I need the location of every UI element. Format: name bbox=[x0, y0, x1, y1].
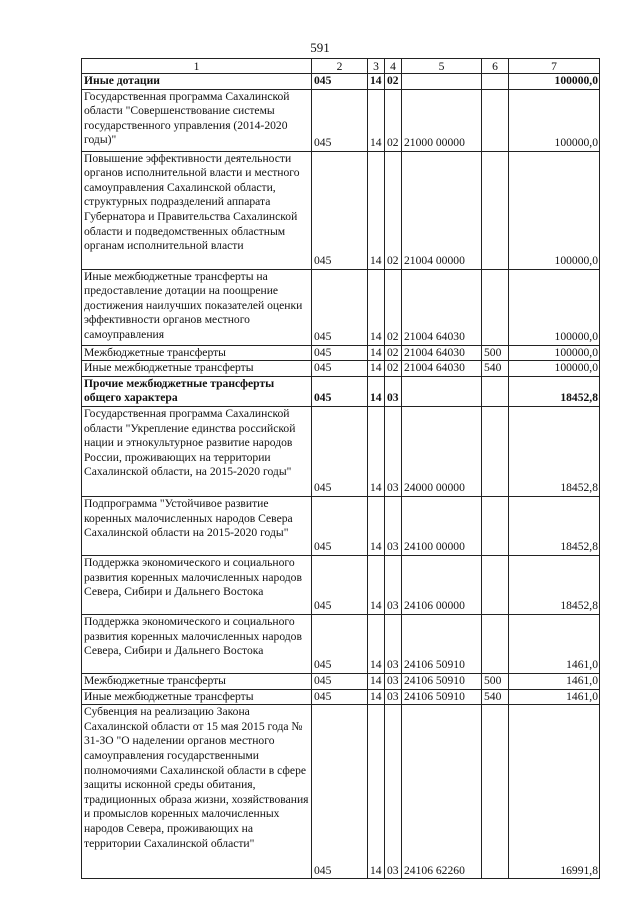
row-c5-cell bbox=[402, 74, 482, 90]
row-c3-cell: 14 bbox=[368, 673, 385, 689]
row-c3-cell: 14 bbox=[368, 689, 385, 705]
row-c2-cell: 045 bbox=[312, 269, 368, 345]
row-c3-cell: 14 bbox=[368, 269, 385, 345]
row-c3-cell: 14 bbox=[368, 496, 385, 555]
table-row bbox=[82, 673, 600, 689]
row-name-cell: Иные межбюджетные трансферты на предоставление дотации на поощрение достижения наилучших показателей оценки эффективности органов местного самоуправления bbox=[82, 269, 312, 345]
row-name-cell: Прочие межбюджетные трансферты общего характера bbox=[82, 376, 312, 406]
row-name-cell: Иные межбюджетные трансферты bbox=[82, 689, 312, 705]
row-c2-cell: 045 bbox=[312, 689, 368, 705]
row-c4-cell: 03 bbox=[385, 673, 402, 689]
row-c7-cell: 100000,0 bbox=[509, 151, 600, 269]
row-c2-cell: 045 bbox=[312, 376, 368, 406]
row-name-cell: Подпрограмма "Устойчивое развитие коренных малочисленных народов Севера Сахалинской области на 2015-2020 годы" bbox=[82, 496, 312, 555]
row-c3-cell: 14 bbox=[368, 376, 385, 406]
header-cell: 3 bbox=[368, 59, 385, 74]
budget-table-body bbox=[82, 59, 600, 879]
row-c7-cell: 1461,0 bbox=[509, 614, 600, 673]
row-c2-cell: 045 bbox=[312, 673, 368, 689]
row-c5-cell: 24106 00000 bbox=[402, 555, 482, 614]
row-c4-cell: 03 bbox=[385, 496, 402, 555]
row-c2-cell: 045 bbox=[312, 345, 368, 361]
row-c3-cell: 14 bbox=[368, 89, 385, 151]
row-c5-cell bbox=[402, 376, 482, 406]
row-c7-cell: 18452,8 bbox=[509, 376, 600, 406]
table-row bbox=[82, 361, 600, 377]
row-c6-cell bbox=[482, 406, 509, 496]
table-row bbox=[82, 689, 600, 705]
table-row bbox=[82, 705, 600, 879]
row-c4-cell: 02 bbox=[385, 345, 402, 361]
header-cell: 4 bbox=[385, 59, 402, 74]
row-c3-cell: 14 bbox=[368, 705, 385, 879]
row-name-cell: Государственная программа Сахалинской области "Совершенствование системы государственного управления (2014-2020 годы)" bbox=[82, 89, 312, 151]
row-c6-cell: 540 bbox=[482, 689, 509, 705]
row-c4-cell: 03 bbox=[385, 376, 402, 406]
table-row bbox=[82, 406, 600, 496]
table-row bbox=[82, 376, 600, 406]
row-name-cell: Поддержка экономического и социального развития коренных малочисленных народов Севера, Сибири и Дальнего Востока bbox=[82, 614, 312, 673]
header-cell: 5 bbox=[402, 59, 482, 74]
row-c7-cell: 16991,8 bbox=[509, 705, 600, 879]
table-header-row bbox=[82, 59, 600, 74]
row-c5-cell: 24106 62260 bbox=[402, 705, 482, 879]
table-row bbox=[82, 345, 600, 361]
row-name-cell: Межбюджетные трансферты bbox=[82, 345, 312, 361]
row-c3-cell: 14 bbox=[368, 151, 385, 269]
page-number: 591 bbox=[310, 40, 330, 55]
row-c2-cell: 045 bbox=[312, 496, 368, 555]
row-c2-cell: 045 bbox=[312, 614, 368, 673]
row-c7-cell: 100000,0 bbox=[509, 345, 600, 361]
table-row bbox=[82, 74, 600, 90]
row-c2-cell: 045 bbox=[312, 555, 368, 614]
table-row bbox=[82, 555, 600, 614]
row-c3-cell: 14 bbox=[368, 614, 385, 673]
row-name-cell: Государственная программа Сахалинской области "Укрепление единства российской нации и этнокультурное развитие народов России, проживающих на территории Сахалинской области, на 2015-2020 годы" bbox=[82, 406, 312, 496]
table-row bbox=[82, 496, 600, 555]
row-c5-cell: 24106 50910 bbox=[402, 689, 482, 705]
row-c5-cell: 24106 50910 bbox=[402, 673, 482, 689]
row-c6-cell bbox=[482, 74, 509, 90]
row-c7-cell: 18452,8 bbox=[509, 496, 600, 555]
row-c6-cell bbox=[482, 151, 509, 269]
row-c6-cell bbox=[482, 614, 509, 673]
row-c5-cell: 21004 64030 bbox=[402, 361, 482, 377]
table-row bbox=[82, 614, 600, 673]
header-cell: 2 bbox=[312, 59, 368, 74]
row-name-cell: Иные межбюджетные трансферты bbox=[82, 361, 312, 377]
row-c4-cell: 02 bbox=[385, 74, 402, 90]
row-c7-cell: 100000,0 bbox=[509, 74, 600, 90]
row-c4-cell: 03 bbox=[385, 555, 402, 614]
row-c3-cell: 14 bbox=[368, 345, 385, 361]
row-c7-cell: 1461,0 bbox=[509, 689, 600, 705]
row-c5-cell: 21000 00000 bbox=[402, 89, 482, 151]
budget-table bbox=[81, 58, 600, 879]
row-c5-cell: 21004 64030 bbox=[402, 269, 482, 345]
table-row bbox=[82, 269, 600, 345]
row-c4-cell: 03 bbox=[385, 614, 402, 673]
row-c7-cell: 100000,0 bbox=[509, 269, 600, 345]
header-cell: 6 bbox=[482, 59, 509, 74]
row-c2-cell: 045 bbox=[312, 74, 368, 90]
row-c6-cell: 500 bbox=[482, 673, 509, 689]
row-c6-cell bbox=[482, 89, 509, 151]
row-c6-cell: 540 bbox=[482, 361, 509, 377]
row-c3-cell: 14 bbox=[368, 406, 385, 496]
row-c4-cell: 02 bbox=[385, 151, 402, 269]
row-name-cell: Субвенция на реализацию Закона Сахалинской области от 15 мая 2015 года № 31-ЗО "О наделении органов местного самоуправления государственными полномочиями Сахалинской области в сфере защиты исконной среды обитания, традиционных образа жизни, хозяйствования и промыслов коренных малочисленных народов Севера, проживающих на территории Сахалинской области" bbox=[82, 705, 312, 879]
row-c6-cell bbox=[482, 376, 509, 406]
row-c7-cell: 100000,0 bbox=[509, 361, 600, 377]
row-c5-cell: 21004 00000 bbox=[402, 151, 482, 269]
row-c5-cell: 24106 50910 bbox=[402, 614, 482, 673]
row-c4-cell: 03 bbox=[385, 705, 402, 879]
table-row bbox=[82, 151, 600, 269]
row-name-cell: Повышение эффективности деятельности органов исполнительной власти и местного самоуправления Сахалинской области, структурных подразделений аппарата Губернатора и Правительства Сахалинской области и подведомственных областным органам исполнительной власти bbox=[82, 151, 312, 269]
header-cell: 1 bbox=[82, 59, 312, 74]
row-c7-cell: 100000,0 bbox=[509, 89, 600, 151]
row-c6-cell bbox=[482, 496, 509, 555]
row-name-cell: Поддержка экономического и социального развития коренных малочисленных народов Севера, Сибири и Дальнего Востока bbox=[82, 555, 312, 614]
header-cell: 7 bbox=[509, 59, 600, 74]
row-c4-cell: 02 bbox=[385, 269, 402, 345]
row-c2-cell: 045 bbox=[312, 151, 368, 269]
row-c5-cell: 21004 64030 bbox=[402, 345, 482, 361]
row-name-cell: Межбюджетные трансферты bbox=[82, 673, 312, 689]
row-c4-cell: 02 bbox=[385, 361, 402, 377]
row-name-cell: Иные дотации bbox=[82, 74, 312, 90]
row-c3-cell: 14 bbox=[368, 361, 385, 377]
row-c4-cell: 03 bbox=[385, 406, 402, 496]
row-c3-cell: 14 bbox=[368, 74, 385, 90]
row-c7-cell: 18452,8 bbox=[509, 406, 600, 496]
row-c4-cell: 02 bbox=[385, 89, 402, 151]
row-c7-cell: 1461,0 bbox=[509, 673, 600, 689]
row-c2-cell: 045 bbox=[312, 406, 368, 496]
row-c6-cell bbox=[482, 555, 509, 614]
row-c2-cell: 045 bbox=[312, 361, 368, 377]
row-c6-cell bbox=[482, 705, 509, 879]
row-c3-cell: 14 bbox=[368, 555, 385, 614]
row-c6-cell bbox=[482, 269, 509, 345]
row-c2-cell: 045 bbox=[312, 89, 368, 151]
row-c5-cell: 24100 00000 bbox=[402, 496, 482, 555]
table-row bbox=[82, 89, 600, 151]
row-c5-cell: 24000 00000 bbox=[402, 406, 482, 496]
row-c7-cell: 18452,8 bbox=[509, 555, 600, 614]
row-c4-cell: 03 bbox=[385, 689, 402, 705]
row-c2-cell: 045 bbox=[312, 705, 368, 879]
row-c6-cell: 500 bbox=[482, 345, 509, 361]
